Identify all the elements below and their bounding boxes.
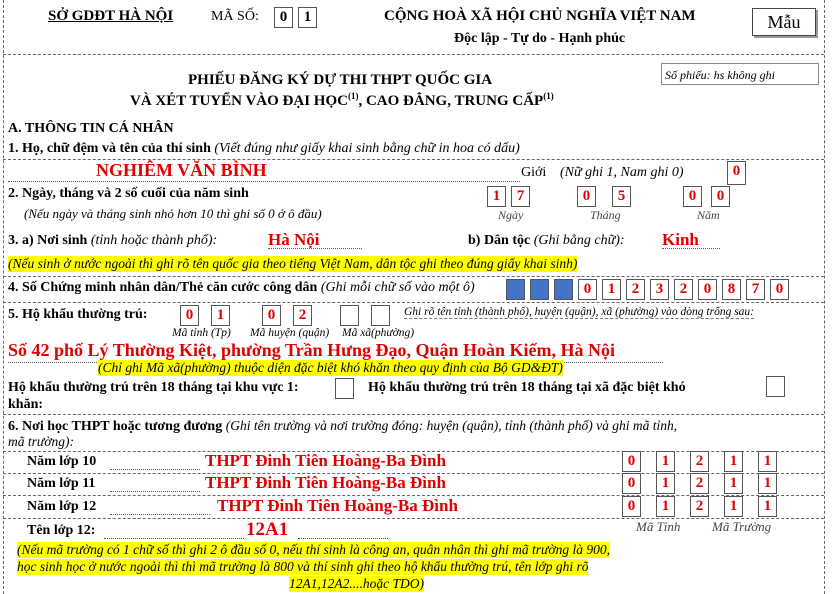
- birth-month-digit-1[interactable]: 0: [577, 186, 596, 207]
- code-digit-1: 0: [274, 7, 293, 28]
- id-digit-4[interactable]: 3: [650, 279, 669, 300]
- id-number-hint: (Ghi mỗi chữ số vào một ô): [320, 280, 475, 295]
- residence-label: 5. Hộ khẩu thường trú:: [8, 307, 148, 322]
- grade12-code-4[interactable]: 1: [724, 496, 743, 517]
- birth-day-digit-1[interactable]: 1: [487, 186, 506, 207]
- grade12-label: Năm lớp 12: [27, 499, 97, 514]
- grade10-dots: [110, 469, 200, 470]
- id-digit-6[interactable]: 0: [698, 279, 717, 300]
- ethnicity-value[interactable]: Kinh: [662, 230, 699, 249]
- q6-row: [8, 418, 677, 435]
- id-blank-box-2: [530, 279, 549, 300]
- id-digit-3[interactable]: 2: [626, 279, 645, 300]
- q3-row: [8, 233, 217, 249]
- grade12-school[interactable]: THPT Đinh Tiên Hoàng-Ba Đình: [217, 496, 458, 515]
- title-line2-mid: , CAO ĐẲNG, TRUNG CẤP: [358, 93, 544, 109]
- birth-year-digit-1[interactable]: 0: [683, 186, 702, 207]
- grade12-code-2[interactable]: 1: [656, 496, 675, 517]
- birthplace-hint: (tỉnh hoặc thành phố):: [90, 233, 218, 248]
- q5-guide: [3, 302, 824, 303]
- grade11-code-3[interactable]: 2: [690, 473, 709, 494]
- school-note-3: 12A1,12A2....hoặc TDO): [289, 576, 424, 591]
- full-name-value[interactable]: NGHIÊM VĂN BÌNH: [96, 160, 267, 180]
- title-line2-start: VÀ XÉT TUYỂN VÀO ĐẠI HỌC: [130, 93, 348, 109]
- gender-label: Giới: [521, 165, 547, 180]
- q1-row: [8, 141, 520, 157]
- grade12-dots: [110, 514, 210, 515]
- province-code-label: Mã Tỉnh: [636, 519, 681, 534]
- grade11-code-2[interactable]: 1: [656, 473, 675, 494]
- grade12-code-1[interactable]: 0: [622, 496, 641, 517]
- birth-year-digit-2[interactable]: 0: [711, 186, 730, 207]
- id-number-label: 4. Số Chứng minh nhân dân/Thẻ căn cước công dân: [8, 280, 318, 295]
- commune-code-caption: Mã xã(phường): [342, 327, 415, 339]
- grade11-label: Năm lớp 11: [27, 476, 96, 491]
- title-sup-2: (1): [543, 91, 554, 101]
- q1-label: 1. Họ, chữ đệm và tên của thí sinh: [8, 141, 211, 156]
- grade11-school[interactable]: THPT Đinh Tiên Hoàng-Ba Đình: [205, 473, 446, 492]
- area1-checkbox[interactable]: [335, 378, 354, 399]
- id-blank-box-1: [506, 279, 525, 300]
- class-label: Tên lớp 12:: [27, 523, 96, 538]
- q3b-row: [468, 233, 625, 249]
- q3-note: (Nếu sinh ở nước ngoài thì ghi rõ tên quốc gia theo tiếng Việt Nam, dân tộc ghi theo đúng giấy khai sinh): [8, 256, 578, 271]
- section-a-heading: A. THÔNG TIN CÁ NHÂN: [8, 121, 174, 136]
- birth-day-digit-2[interactable]: 7: [511, 186, 530, 207]
- id-digit-9[interactable]: 0: [770, 279, 789, 300]
- residence-note: (Chỉ ghi Mã xã(phường) thuộc diện đặc biệt khó khăn theo quy định của Bộ GD&ĐT): [98, 360, 563, 375]
- birth-month-digit-2[interactable]: 5: [612, 186, 631, 207]
- left-margin-line: [3, 0, 4, 594]
- residence-hint: Ghi rõ tên tỉnh (thành phố), huyện (quận), xã (phường) vào dòng trống sau:: [404, 306, 755, 318]
- area2-label: Hộ khẩu thường trú trên 18 tháng tại xã đặc biệt khó: [368, 380, 686, 395]
- grade11-dots: [110, 491, 200, 492]
- province-code-digit-2[interactable]: 1: [211, 305, 230, 326]
- address-value[interactable]: Số 42 phố Lý Thường Kiệt, phường Trần Hưng Đạo, Quận Hoàn Kiếm, Hà Nội: [8, 340, 615, 360]
- grade10-code-3[interactable]: 2: [690, 451, 709, 472]
- class-line: [3, 518, 824, 519]
- form-title-line2: [130, 91, 554, 110]
- area2-checkbox[interactable]: [766, 376, 785, 397]
- grade10-code-4[interactable]: 1: [724, 451, 743, 472]
- month-caption: Tháng: [590, 208, 621, 222]
- header-divider: [3, 54, 824, 55]
- province-code-caption: Mã tỉnh (Tp): [172, 327, 231, 339]
- birthplace-dotted-line: [268, 248, 362, 249]
- class-dots-2: [298, 538, 388, 539]
- district-code-caption: Mã huyện (quận): [250, 327, 330, 339]
- birthplace-value[interactable]: Hà Nội: [268, 230, 320, 249]
- grade10-code-2[interactable]: 1: [656, 451, 675, 472]
- ethnicity-label: b) Dân tộc: [468, 233, 531, 248]
- grade11-code-1[interactable]: 0: [622, 473, 641, 494]
- district-code-digit-2[interactable]: 2: [293, 305, 312, 326]
- id-digit-1[interactable]: 0: [578, 279, 597, 300]
- q4-guide: [3, 276, 824, 277]
- right-margin-line: [824, 0, 825, 594]
- commune-code-box-1[interactable]: [340, 305, 359, 326]
- grade11-code-5[interactable]: 1: [758, 473, 777, 494]
- class-value[interactable]: 12A1: [246, 519, 289, 540]
- q2-hint: (Nếu ngày và tháng sinh nhỏ hơn 10 thì ghi số 0 ở ô đầu): [24, 206, 322, 221]
- school-hint: (Ghi tên trường và nơi trường đóng: huyện (quận), tỉnh (thành phố) và ghi mã tỉnh,: [225, 418, 678, 433]
- form-title-line1: PHIẾU ĐĂNG KÝ DỰ THI THPT QUỐC GIA: [188, 72, 493, 88]
- school-hint-cont: mã trường):: [8, 434, 74, 449]
- code-digit-2: 1: [298, 7, 317, 28]
- form-number-box: Số phiếu: hs không ghi: [661, 63, 819, 85]
- grade10-label: Năm lớp 10: [27, 454, 97, 469]
- code-label: MÃ SỐ:: [211, 9, 259, 24]
- area2-label-cont: khăn:: [8, 397, 44, 412]
- q4-row: [8, 280, 475, 296]
- id-digit-2[interactable]: 1: [602, 279, 621, 300]
- school-note-1: (Nếu mã trường có 1 chữ số thì ghi 2 ô đầu số 0, nếu thí sinh là công an, quân nhân thì ghi mã trường là 900,: [17, 542, 610, 557]
- department-name: SỞ GDĐT HÀ NỘI: [48, 8, 174, 24]
- grade12-code-5[interactable]: 1: [758, 496, 777, 517]
- id-digit-7[interactable]: 8: [722, 279, 741, 300]
- id-digit-8[interactable]: 7: [746, 279, 765, 300]
- q2-label: 2. Ngày, tháng và 2 số cuối của năm sinh: [8, 186, 249, 201]
- title-sup-1: (1): [347, 91, 359, 101]
- ethnicity-hint: (Ghi bằng chữ):: [533, 233, 625, 248]
- birthplace-label: 3. a) Nơi sinh: [8, 233, 88, 248]
- motto: Độc lập - Tự do - Hạnh phúc: [454, 31, 626, 46]
- gender-value-box[interactable]: 0: [727, 161, 746, 185]
- id-blank-box-3: [554, 279, 573, 300]
- commune-code-box-2[interactable]: [371, 305, 390, 326]
- grade10-school[interactable]: THPT Đinh Tiên Hoàng-Ba Đình: [205, 451, 446, 470]
- id-digit-5[interactable]: 2: [674, 279, 693, 300]
- sample-box: Mẫu: [752, 8, 816, 36]
- year-caption: Năm: [697, 208, 720, 222]
- country-name: CỘNG HOÀ XÃ HỘI CHỦ NGHĨA VIỆT NAM: [384, 8, 696, 24]
- class-dots: [104, 538, 244, 539]
- day-caption: Ngày: [498, 208, 524, 222]
- school-note-2: học sinh học ở nước ngoài thì thì mã trường là 800 và thí sinh ghi theo hộ khẩu thường trú, tên lớp ghi rõ: [17, 559, 589, 574]
- province-code-digit-1[interactable]: 0: [180, 305, 199, 326]
- area1-label: Hộ khẩu thường trú trên 18 tháng tại khu vực 1:: [8, 380, 299, 395]
- q1-hint: (Viết đúng như giấy khai sinh bằng chữ in hoa có dấu): [214, 141, 520, 156]
- name-dotted-line: [8, 181, 520, 182]
- district-code-digit-1[interactable]: 0: [262, 305, 281, 326]
- school-code-label: Mã Trường: [712, 519, 772, 534]
- school-label: 6. Nơi học THPT hoặc tương đương: [8, 419, 223, 434]
- grade10-code-1[interactable]: 0: [622, 451, 641, 472]
- grade10-code-5[interactable]: 1: [758, 451, 777, 472]
- q6-guide: [3, 414, 824, 415]
- gender-hint: (Nữ ghi 1, Nam ghi 0): [560, 165, 684, 180]
- ethnicity-dotted-line: [662, 248, 720, 249]
- grade12-code-3[interactable]: 2: [690, 496, 709, 517]
- grade11-code-4[interactable]: 1: [724, 473, 743, 494]
